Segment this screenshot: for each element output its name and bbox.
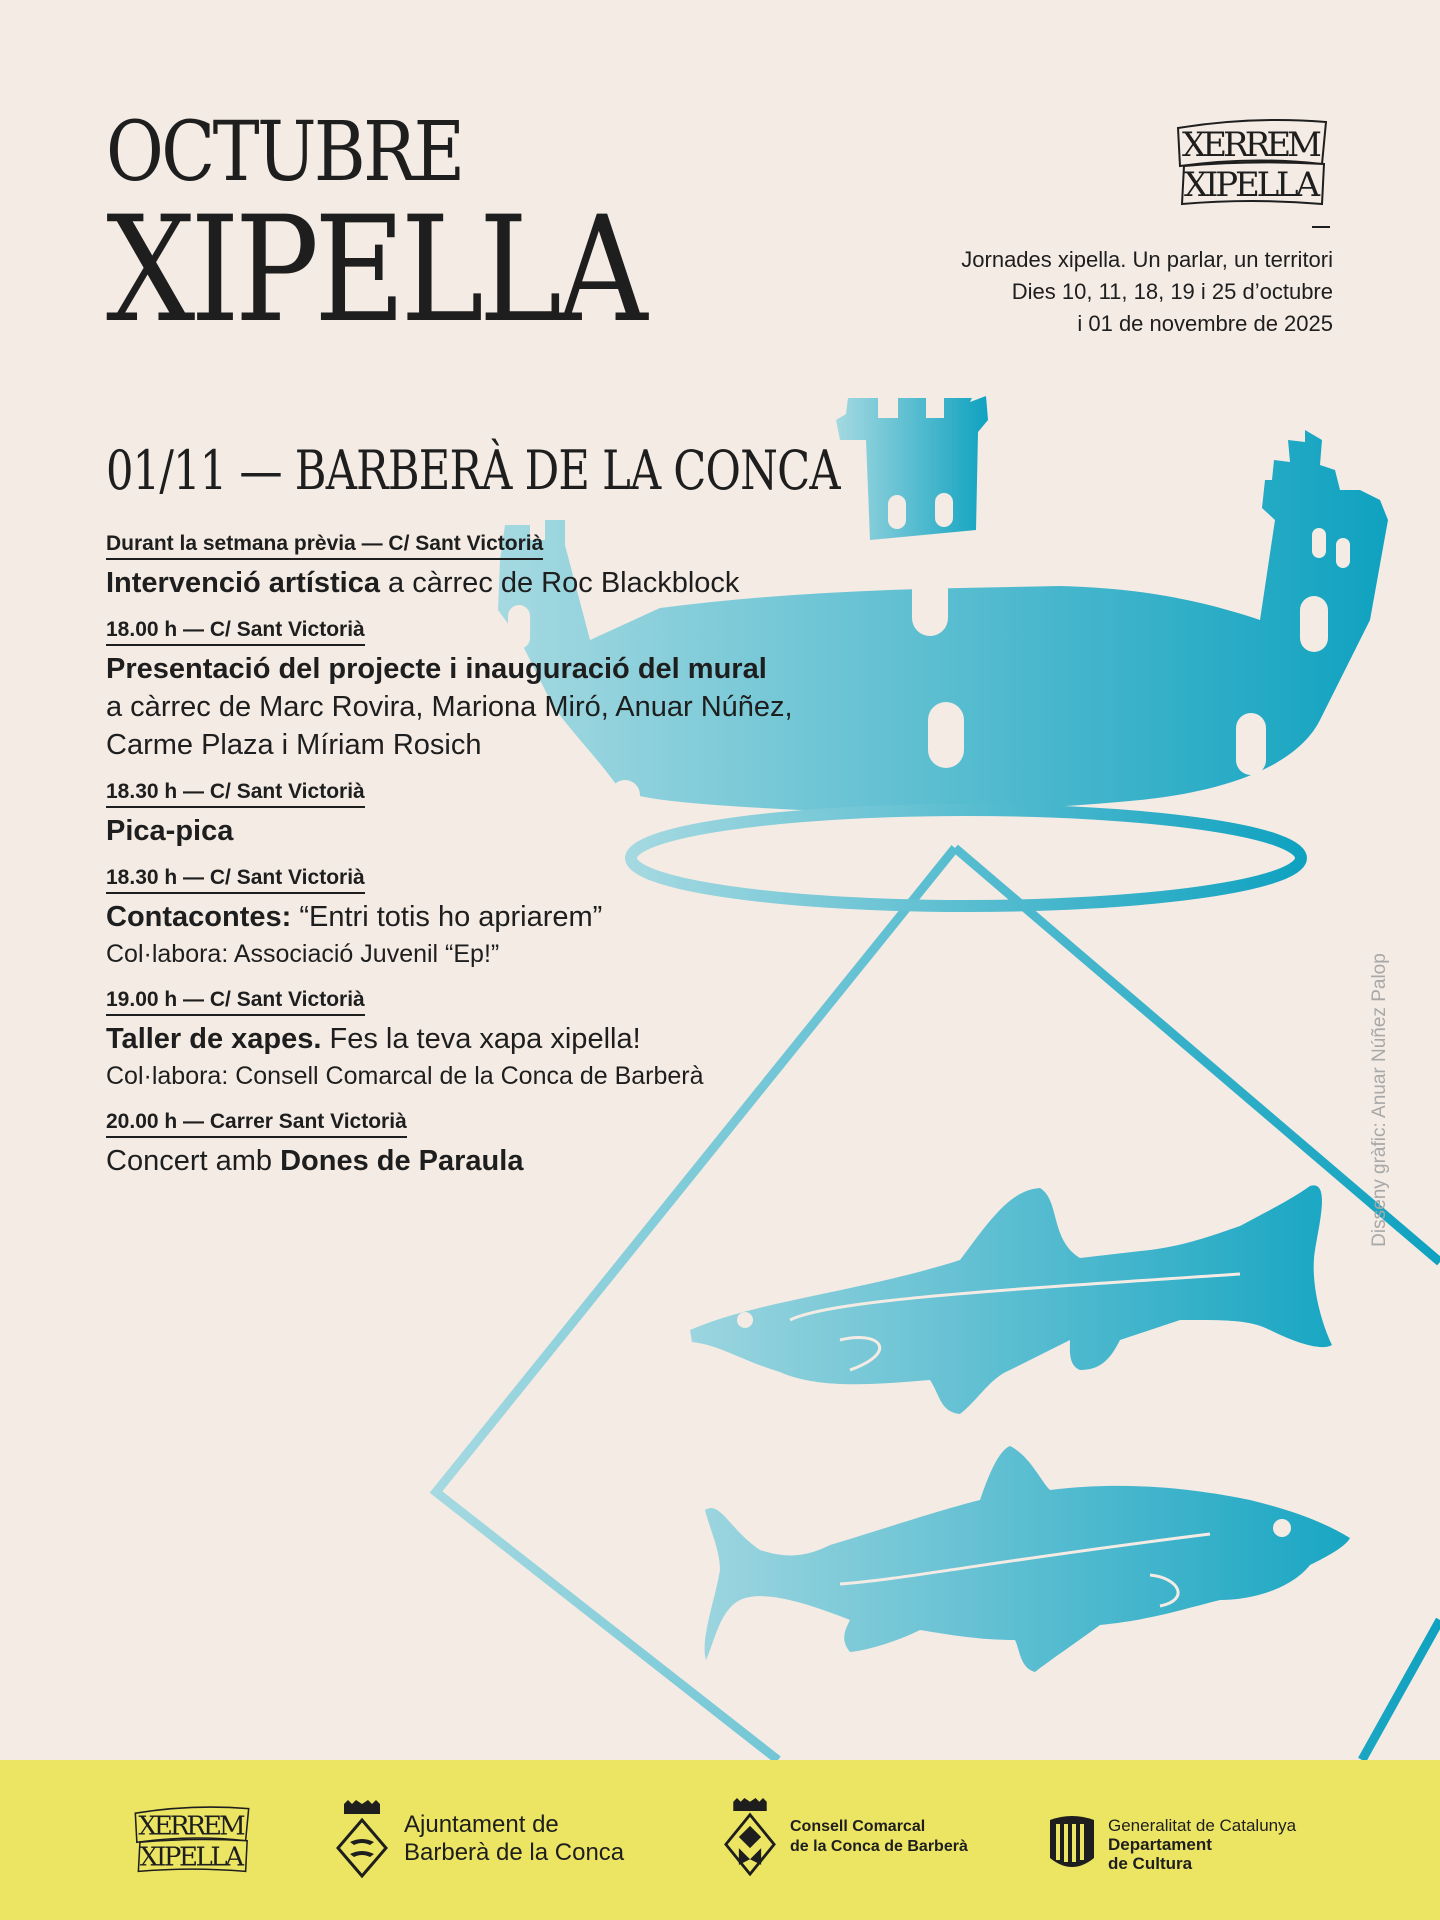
event-collaborator: Col·labora: Associació Juvenil “Ep!”	[106, 940, 500, 968]
svg-text:XERREM: XERREM	[1182, 125, 1322, 165]
svg-text:XIPELLA: XIPELLA	[1184, 165, 1320, 205]
event-title: Pica-pica	[106, 815, 234, 847]
event-title: Concert amb Dones de Paraula	[106, 1145, 524, 1177]
event-item	[106, 778, 966, 850]
event-detail: Carme Plaza i Míriam Rosich	[106, 729, 482, 761]
event-title: Presentació del projecte i inauguració del mural	[106, 653, 767, 685]
shield-icon	[722, 1798, 778, 1876]
xerrem-xipella-footer-logo	[130, 1804, 254, 1876]
title-main: XIPELLA	[106, 185, 643, 355]
event-list	[106, 530, 966, 1180]
generalitat-emblem-icon	[1046, 1814, 1098, 1874]
ajuntament-name: Ajuntament de Barberà de la Conca	[404, 1811, 625, 1866]
event-time-place: 20.00 h — Carrer Sant Victorià	[106, 1108, 407, 1138]
event-item	[106, 530, 966, 602]
design-credit: Disseny gràfic: Anuar Núñez Palop	[1369, 953, 1390, 1247]
event-time-place: Durant la setmana prèvia — C/ Sant Victorià	[106, 530, 543, 560]
event-item	[106, 864, 966, 972]
event-title: Taller de xapes. Fes la teva xapa xipella!	[106, 1023, 641, 1055]
svg-text:XIPELLA: XIPELLA	[139, 1842, 245, 1873]
meta-line: i 01 de novembre de 2025	[1077, 311, 1333, 336]
program-heading: 01/11 — BARBERÀ DE LA CONCA	[106, 439, 840, 502]
meta-line: Dies 10, 11, 18, 19 i 25 d’octubre	[1011, 279, 1333, 304]
event-item	[106, 1108, 966, 1180]
event-time-place: 19.00 h — C/ Sant Victorià	[106, 986, 365, 1016]
event-meta	[773, 244, 1333, 340]
event-time-place: 18.30 h — C/ Sant Victorià	[106, 778, 365, 808]
salmon-fish-icon	[690, 1185, 1332, 1414]
footer	[0, 1760, 1440, 1920]
event-time-place: 18.30 h — C/ Sant Victorià	[106, 864, 365, 894]
svg-text:XERREM: XERREM	[138, 1811, 246, 1842]
event-item	[106, 616, 966, 764]
event-title: Contacontes: “Entri totis ho apriarem”	[106, 901, 603, 933]
event-title: Intervenció artística a càrrec de Roc Blackblock	[106, 567, 740, 599]
title-month: OCTUBRE	[106, 105, 463, 200]
divider	[1312, 226, 1330, 228]
consell-comarcal-name: Consell Comarcal de la Conca de Barberà	[790, 1818, 968, 1855]
consell-comarcal-logo	[722, 1798, 968, 1876]
generalitat-logo	[1046, 1814, 1296, 1874]
event-time-place: 18.00 h — C/ Sant Victorià	[106, 616, 365, 646]
generalitat-name: Generalitat de Catalunya Departament de Cultura	[1108, 1815, 1297, 1873]
event-detail: a càrrec de Marc Rovira, Mariona Miró, Anuar Núñez,	[106, 691, 793, 723]
event-item	[106, 986, 966, 1094]
ajuntament-logo	[334, 1800, 624, 1878]
meta-line: Jornades xipella. Un parlar, un territori	[961, 247, 1333, 272]
xerrem-xipella-logo	[1172, 116, 1332, 210]
shield-icon	[334, 1800, 390, 1878]
event-collaborator: Col·labora: Consell Comarcal de la Conca de Barberà	[106, 1062, 704, 1090]
